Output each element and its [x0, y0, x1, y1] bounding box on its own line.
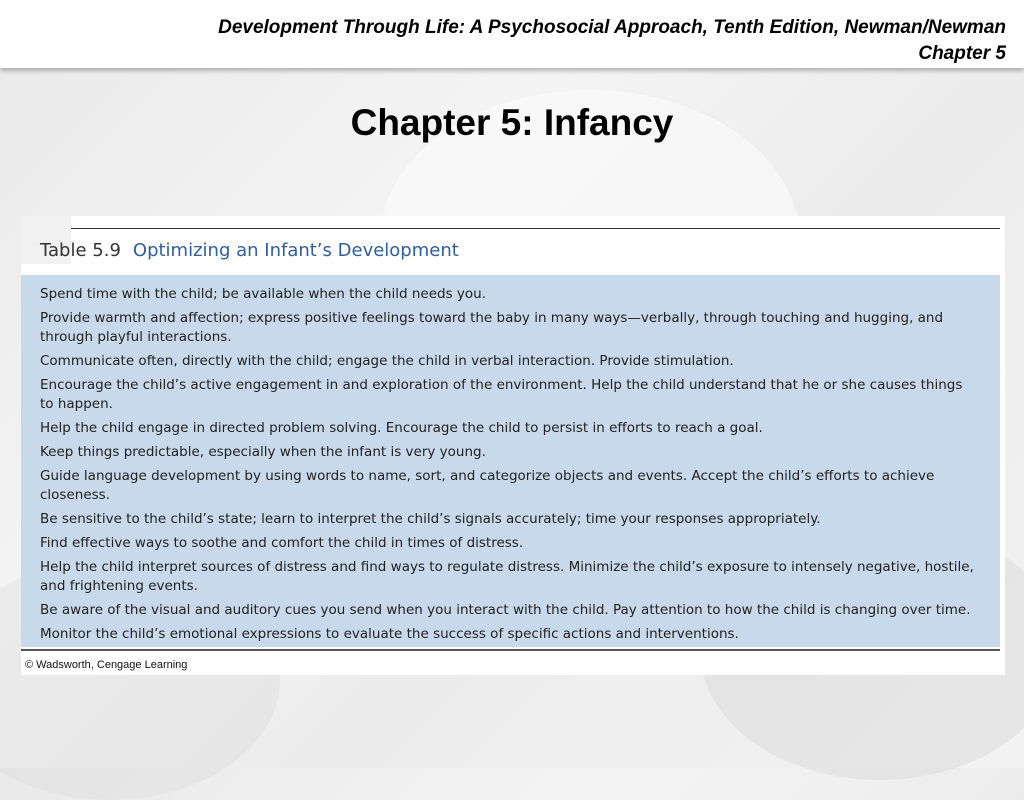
table-row: Communicate often, directly with the child; engage the child in verbal interaction. Provide stimulation. — [40, 353, 734, 369]
table-body — [21, 275, 1000, 647]
slide-title: Chapter 5: Infancy — [350, 102, 674, 143]
table-row: Find effective ways to soothe and comfort the child in times of distress. — [40, 535, 524, 551]
table-figure — [21, 216, 1005, 675]
copyright-notice: © Wadsworth, Cengage Learning — [25, 659, 188, 671]
table-row: Provide warmth and affection; express positive feelings toward the baby in many ways—verbally, through touching and hugging, and through playful interactions. — [40, 310, 944, 345]
bottom-rule — [21, 649, 1000, 651]
slide-header — [0, 0, 1024, 68]
top-rule — [71, 228, 1000, 229]
recommendation-list — [21, 275, 1000, 644]
table-row: Encourage the child’s active engagement in and exploration of the environment. Help the child understand that he or she causes things to happen. — [40, 377, 963, 412]
book-title: Development Through Life: A Psychosocial Approach, Tenth Edition, Newman/Newman — [218, 17, 1006, 38]
table-number: Table 5.9 — [40, 240, 121, 261]
table-row: Help the child engage in directed problem solving. Encourage the child to persist in efforts to reach a goal. — [40, 420, 763, 436]
table-row: Be aware of the visual and auditory cues you send when you interact with the child. Pay attention to how the child is changing over time. — [40, 602, 971, 618]
table-row: Spend time with the child; be available when the child needs you. — [40, 286, 487, 302]
table-row: Monitor the child’s emotional expressions to evaluate the success of specific actions and interventions. — [40, 626, 739, 642]
table-row: Keep things predictable, especially when the infant is very young. — [40, 444, 486, 460]
table-row: Be sensitive to the child’s state; learn to interpret the child’s signals accurately; time your responses appropriately. — [40, 511, 821, 527]
table-heading — [40, 240, 459, 261]
table-row: Help the child interpret sources of distress and find ways to regulate distress. Minimize the child’s exposure to intensely negative, hostile, and frightening events. — [40, 559, 974, 594]
table-row: Guide language development by using words to name, sort, and categorize objects and events. Accept the child’s efforts to achieve closeness. — [40, 468, 935, 503]
table-caption: Optimizing an Infant’s Development — [132, 240, 459, 261]
chapter-label: Chapter 5 — [918, 43, 1006, 64]
